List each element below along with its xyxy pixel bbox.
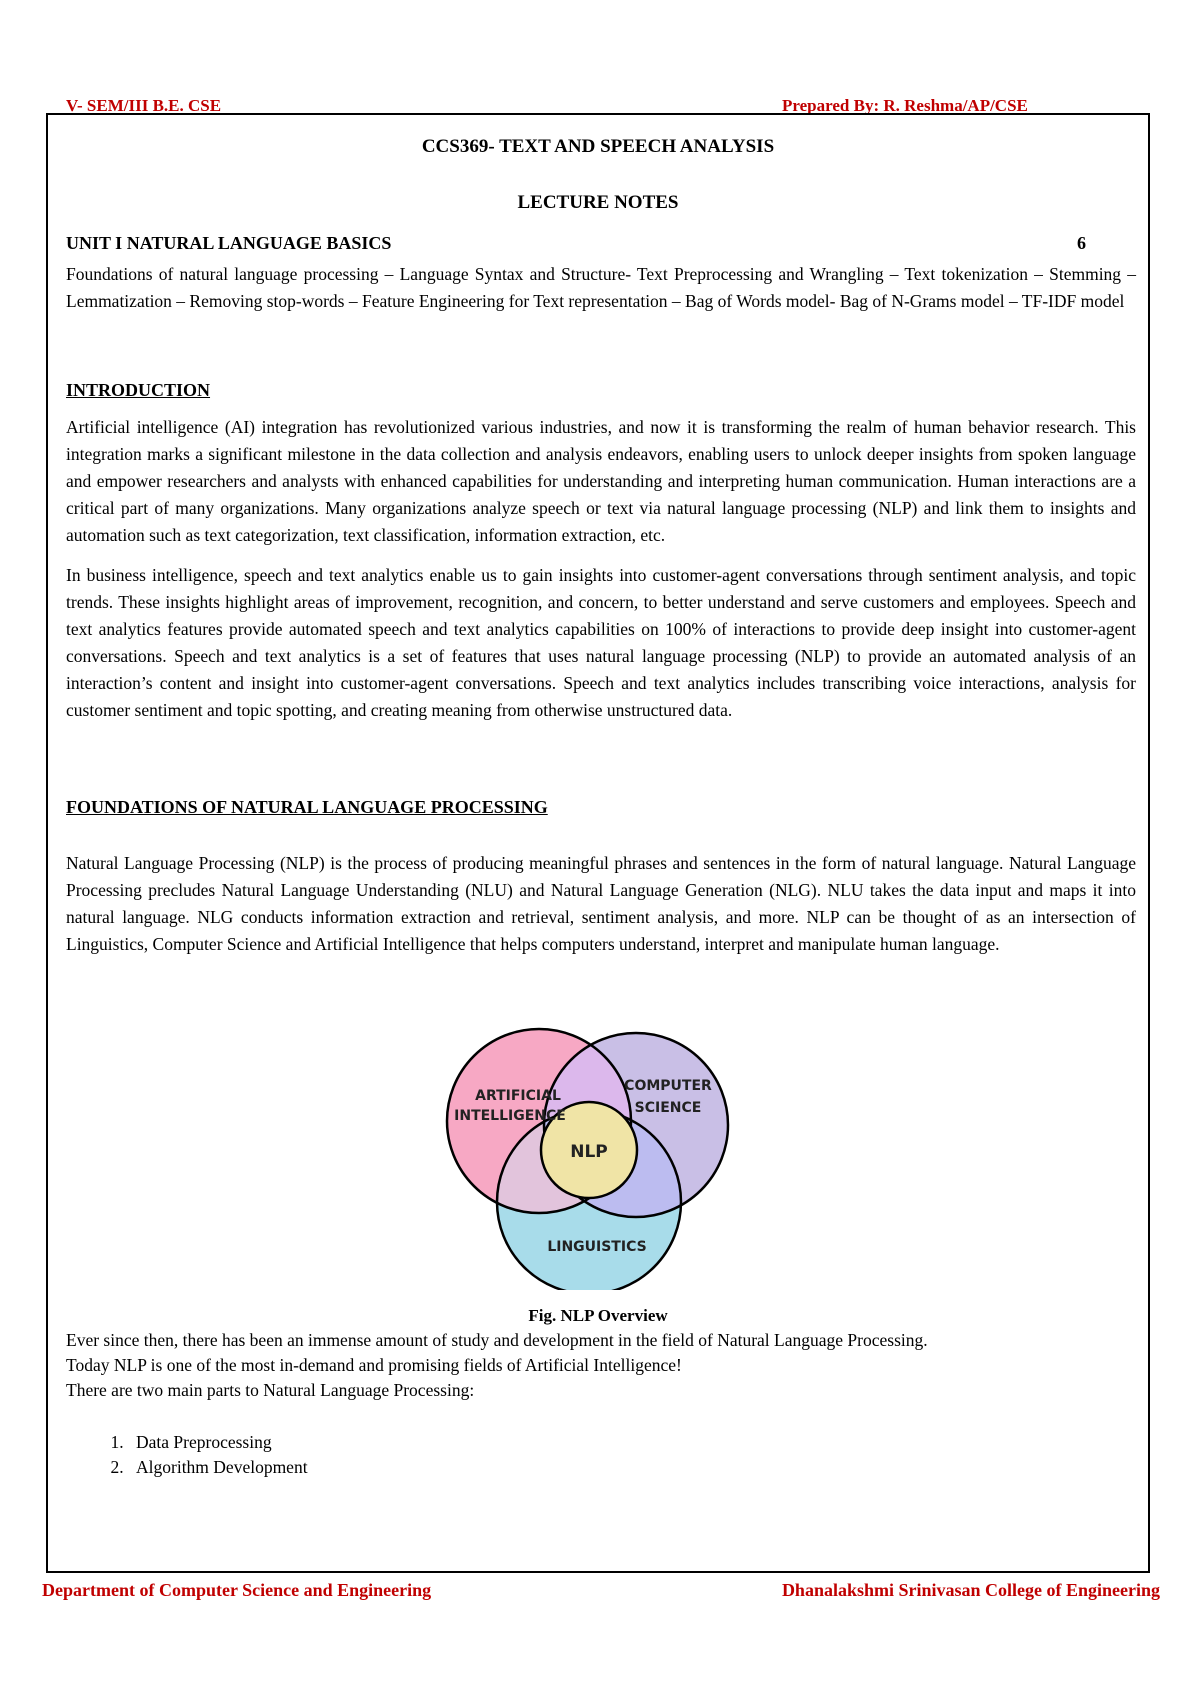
cs-label-line2: SCIENCE <box>634 1100 702 1116</box>
department-label: Department of Computer Science and Engineering <box>42 1580 432 1600</box>
foundations-heading: FOUNDATIONS OF NATURAL LANGUAGE PROCESSING <box>66 797 548 817</box>
prepared-by-label: Prepared By: R. Reshma/AP/CSE <box>782 96 1028 115</box>
after-figure-section <box>66 1328 1136 1480</box>
page-footer <box>40 1580 1160 1602</box>
introduction-heading: INTRODUCTION <box>66 380 211 400</box>
introduction-section <box>66 380 1136 724</box>
foundations-paragraph: Natural Language Processing (NLP) is the process of producing meaningful phrases and sentences in the form of natural language. Natural Language Processing precludes Natural Language Understanding (NLU) and Natural Language Generation (NLG). NLU takes the data input and maps it into natural language. NLG conducts information extraction and retrieval, sentiment analysis, and more. NLP can be thought of as an intersection of Linguistics, Computer Science and Artificial Intelligence that helps computers understand, interpret and manipulate human language. <box>66 853 1136 954</box>
course-title: CCS369- TEXT AND SPEECH ANALYSIS <box>421 136 775 157</box>
intro-paragraph-2: In business intelligence, speech and text analytics enable us to gain insights into customer-agent conversations through sentiment analysis, and topic trends. These insights highlight areas of improvement, recognition, and concern, to better understand and serve customers and employees. Speech and text analytics features provide automated speech and text analytics capabilities on 100% of interactions to provide deep insight into customer-agent conversations. Speech and text analytics is a set of features that uses natural language processing (NLP) to provide an automated analysis of an interaction’s content and insight into customer-agent conversations. Speech and text analytics includes transcribing voice interactions, analysis for customer sentiment and topic spotting, and creating meaning from otherwise unstructured data. <box>66 565 1136 720</box>
semester-label: V- SEM/III B.E. CSE <box>66 96 222 115</box>
nlp-label: NLP <box>570 1142 608 1162</box>
nlp-venn-diagram <box>440 1010 760 1290</box>
foundations-section <box>66 797 1136 958</box>
list-item: 2. Algorithm Development <box>128 1455 1136 1480</box>
unit-syllabus: Foundations of natural language processing – Language Syntax and Structure- Text Preprocessing and Wrangling – Text tokenization – Stemming – Lemmatization – Removing stop-words – Feature Engineering for Text representation – Bag of Words model- Bag of N-Grams model – TF-IDF model <box>66 264 1136 311</box>
unit-syllabus-block <box>66 261 1136 315</box>
linguistics-label: LINGUISTICS <box>547 1239 647 1255</box>
ai-label-line2: INTELLIGENCE <box>454 1108 566 1124</box>
after-figure-line-3: There are two main parts to Natural Language Processing: <box>66 1380 475 1400</box>
unit-hours: 6 <box>1077 233 1086 253</box>
after-figure-line-2: Today NLP is one of the most in-demand and promising fields of Artificial Intelligence! <box>66 1355 682 1375</box>
cs-label-line1: COMPUTER <box>624 1078 712 1094</box>
unit-heading <box>66 233 1136 254</box>
figure-caption: Fig. NLP Overview <box>528 1306 668 1325</box>
ai-label-line1: ARTIFICIAL <box>475 1088 561 1104</box>
after-figure-line-1: Ever since then, there has been an immense amount of study and development in the field of Natural Language Processing. <box>66 1330 928 1350</box>
unit-title: UNIT I NATURAL LANGUAGE BASICS <box>66 233 392 253</box>
lecture-notes-title: LECTURE NOTES <box>517 192 679 213</box>
nlp-parts-list <box>66 1430 1136 1480</box>
list-item: 1. Data Preprocessing <box>128 1430 1136 1455</box>
college-label: Dhanalakshmi Srinivasan College of Engineering <box>781 1580 1160 1600</box>
intro-paragraph-1: Artificial intelligence (AI) integration has revolutionized various industries, and now it is transforming the realm of human behavior research. This integration marks a significant milestone in the data collection and analysis endeavors, enabling users to unlock deeper insights from spoken language and empower researchers and analysts with enhanced capabilities for understanding and interpreting human communication. Human interactions are a critical part of many organizations. Many organizations analyze speech or text via natural language processing (NLP) and link them to insights and automation such as text categorization, text classification, information extraction, etc. <box>66 417 1136 545</box>
